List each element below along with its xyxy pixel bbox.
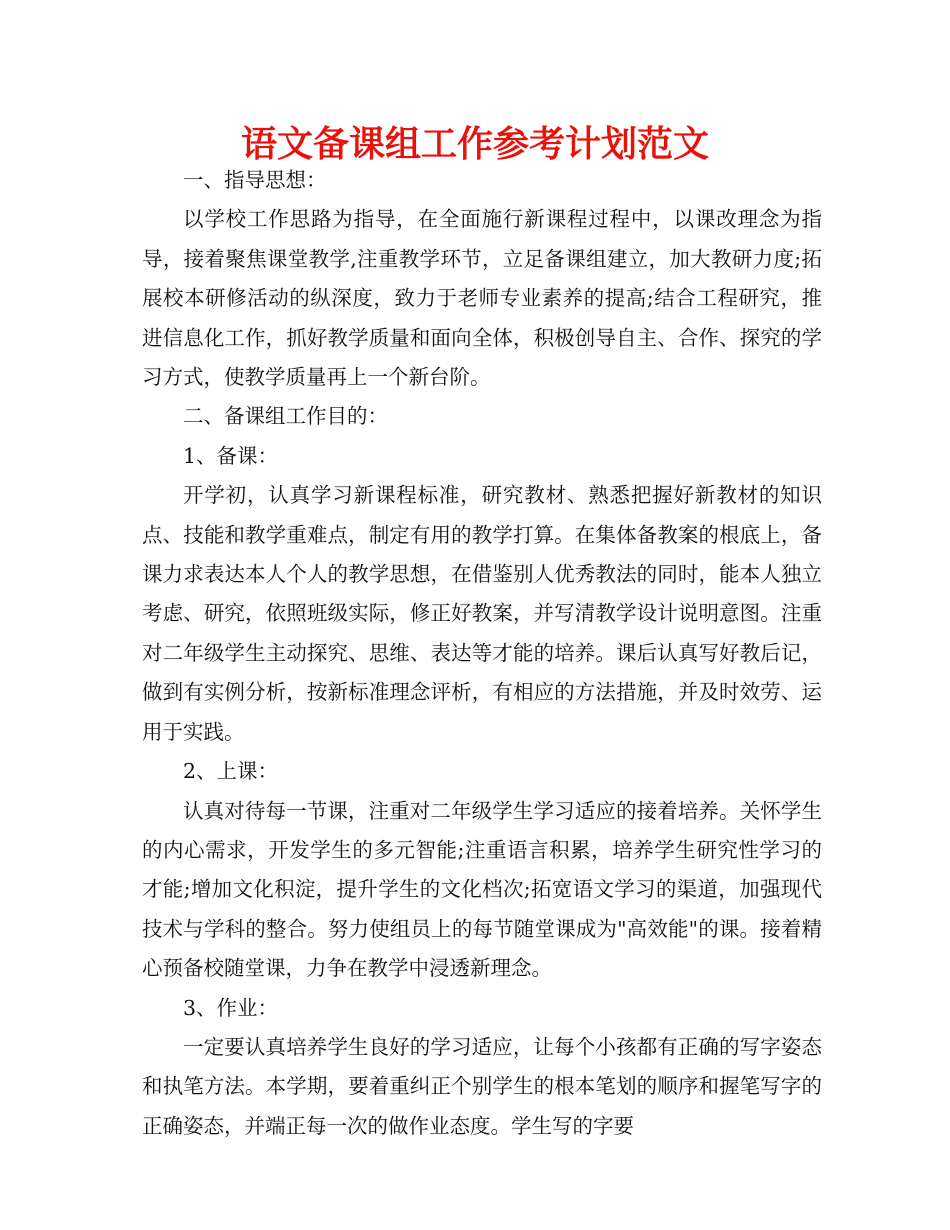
heading-homework: 3、作业： [183,995,279,1020]
heading-guiding-ideology: 一、指导思想： [183,168,327,192]
paragraph-guiding-ideology: 以学校工作思路为指导，在全面施行新课程过程中，以课改理念为指导，接着聚焦课堂教学,注重教学环节，立足备课组建立，加大教研力度;拓展校本研修活动的纵深度，致力于老师专业素养的提高;结合工程研究，推进信息化工作，抓好教学质量和面向全体，积极创导自主、合作、探究的学习方式，使教学质量再上一个新台阶。 [142,207,822,390]
paragraph-lesson-prep: 开学初，认真学习新课程标准，研究教材、熟悉把握好新教材的知识点、技能和教学重难点，制定有用的教学打算。在集体备教案的根底上，备课力求表达本人个人的教学思想，在借鉴别人优秀教法的同时，能本人独立考虑、研究，依照班级实际，修正好教案，并写清教学设计说明意图。注重对二年级学生主动探究、思维、表达等才能的培养。课后认真写好教后记，做到有实例分析，按新标准理念评析，有相应的方法措施，并及时效劳、运用于实践。 [142,483,822,744]
paragraph-homework: 一定要认真培养学生良好的学习适应，让每个小孩都有正确的写字姿态和执笔方法。本学期，要着重纠正个别学生的根本笔划的顺序和握笔写字的正确姿态，并端正每一次的做作业态度。学生写的字要 [142,1034,822,1138]
paragraph-teaching: 认真对待每一节课，注重对二年级学生学习适应的接着培养。关怀学生的内心需求，开发学生的多元智能;注重语言积累，培养学生研究性学习的才能;增加文化积淀，提升学生的文化档次;拓宽语文学习的渠道，加强现代技术与学科的整合。努力使组员上的每节随堂课成为"高效能"的课。接着精心预备校随堂课，力争在教学中浸透新理念。 [142,798,822,981]
document-body [142,161,822,1146]
document-title: 语文备课组工作参考计划范文 [240,124,709,165]
heading-group-goals: 二、备课组工作目的： [183,404,388,429]
heading-teaching: 2、上课： [183,759,279,784]
heading-lesson-prep: 1、备课： [183,443,279,468]
